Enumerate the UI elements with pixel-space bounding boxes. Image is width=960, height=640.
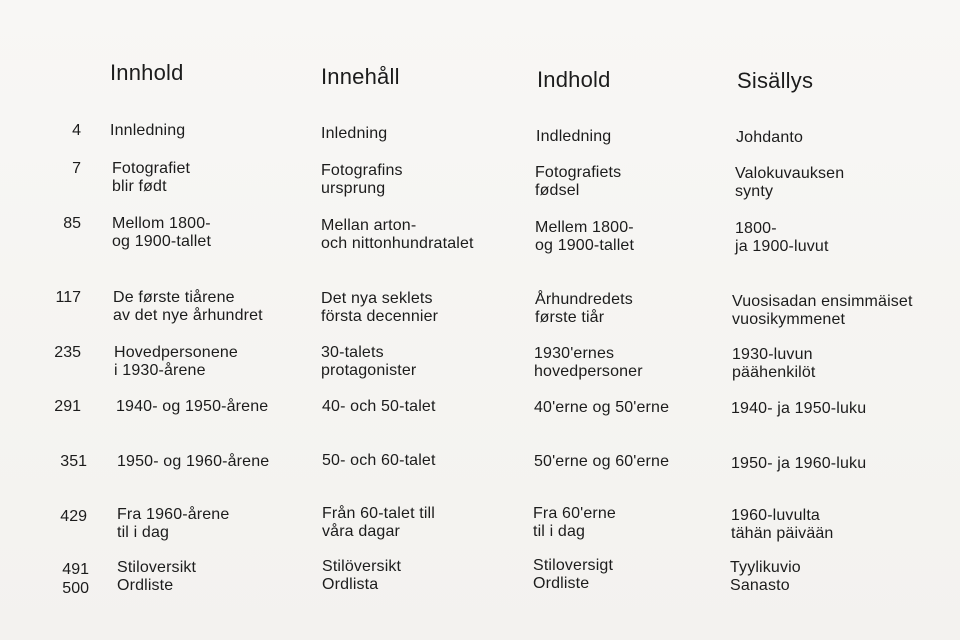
entry-danish: Mellem 1800- og 1900-tallet [535, 219, 635, 254]
page-number: 7 [72, 160, 81, 177]
entry-finnish: Vuosisadan ensimmäiset vuosikymmenet [732, 293, 913, 328]
entry-swedish: Fotografins ursprung [321, 162, 403, 197]
entry-swedish: Stilöversikt Ordlista [322, 558, 402, 593]
entry-finnish: 1800- ja 1900-luvut [735, 220, 829, 255]
heading-swedish: Innehåll [321, 64, 400, 89]
entry-norwegian: Fotografiet blir født [112, 160, 191, 195]
entry-swedish: 40- och 50-talet [322, 398, 436, 415]
entry-finnish: 1950- ja 1960-luku [731, 455, 867, 472]
heading-danish: Indhold [537, 67, 611, 92]
entry-danish: 50'erne og 60'erne [534, 453, 670, 470]
page-number: 85 [63, 215, 81, 232]
entry-danish: 40'erne og 50'erne [534, 399, 670, 416]
heading-finnish: Sisällys [737, 68, 814, 93]
entry-swedish: Från 60-talet till våra dagar [322, 505, 435, 540]
entry-danish: 1930'ernes hovedpersoner [534, 345, 643, 380]
entry-swedish: 50- och 60-talet [322, 452, 436, 469]
entry-finnish: 1960-luvulta tähän päivään [731, 507, 834, 542]
page-number: 491 500 [62, 561, 89, 597]
entry-finnish: 1930-luvun päähenkilöt [732, 346, 816, 381]
page-number: 351 [60, 453, 87, 470]
page-number: 117 [55, 289, 81, 306]
entry-norwegian: 1940- og 1950-årene [116, 398, 269, 415]
entry-finnish: Tyylikuvio Sanasto [730, 559, 801, 594]
page-number: 291 [54, 398, 81, 415]
entry-norwegian: De første tiårene av det nye århundret [113, 289, 263, 324]
page-number: 429 [60, 508, 87, 525]
entry-danish: Stiloversigt Ordliste [533, 557, 614, 592]
entry-danish: Fra 60'erne til i dag [533, 505, 616, 540]
entry-norwegian: 1950- og 1960-årene [117, 453, 270, 470]
entry-finnish: Valokuvauksen synty [735, 165, 845, 200]
entry-norwegian: Mellom 1800- og 1900-tallet [112, 215, 212, 250]
entry-danish: Indledning [536, 128, 612, 145]
page-number: 4 [72, 122, 81, 139]
entry-norwegian: Fra 1960-årene til i dag [117, 506, 230, 541]
entry-danish: Fotografiets fødsel [535, 164, 622, 199]
heading-norwegian: Innhold [110, 60, 184, 85]
entry-swedish: Inledning [321, 125, 388, 142]
entry-finnish: 1940- ja 1950-luku [731, 400, 867, 417]
entry-swedish: 30-talets protagonister [321, 344, 417, 379]
entry-norwegian: Hovedpersonene i 1930-årene [114, 344, 238, 379]
entry-danish: Århundredets første tiår [535, 291, 633, 326]
entry-finnish: Johdanto [736, 129, 804, 146]
entry-norwegian: Stiloversikt Ordliste [117, 559, 197, 594]
entry-swedish: Mellan arton- och nittonhundratalet [321, 217, 474, 252]
entry-swedish: Det nya seklets första decennier [321, 290, 439, 325]
page-number: 235 [54, 344, 81, 361]
entry-norwegian: Innledning [110, 122, 186, 139]
